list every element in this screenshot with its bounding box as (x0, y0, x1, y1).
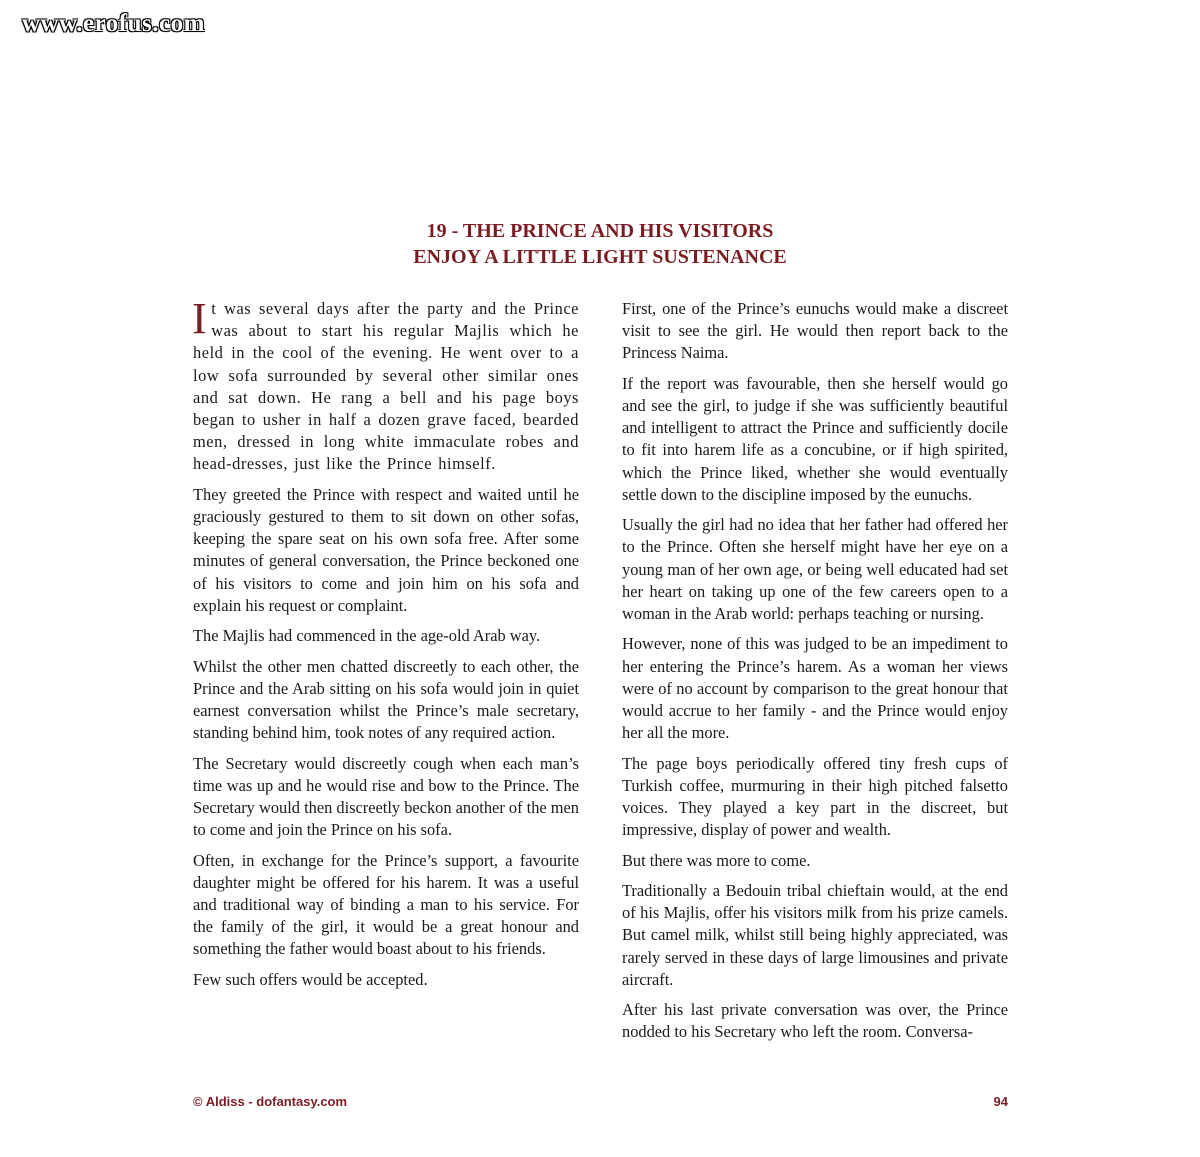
paragraph: First, one of the Prince’s eunuchs would make a discreet visit to see the girl. He would then report back to the Princess Naima. (622, 299, 1008, 363)
right-column (622, 298, 1008, 1052)
paragraph: Whilst the other men chatted discreetly to each other, the Prince and the Arab sitting on his sofa would join in quiet earnest conversation whilst the Prince’s male secretary, standing behind him, took notes of any required action. (193, 656, 579, 743)
paragraph: If the report was favourable, then she herself would go and see the girl, to judge if she was sufficiently beautiful and intelligent to attract the Prince and sufficiently docile to fit into harem life as a concubine, or if high spirited, which the Prince liked, whether she would eventually settle down to the discipline imposed by the eunuchs. (622, 373, 1008, 504)
copyright-notice: © Aldiss - dofantasy.com (193, 1094, 348, 1109)
left-column (192, 294, 579, 999)
paragraph: They greeted the Prince with respect and waited until he graciously gestured to them to sit down on other sofas, keeping the spare seat on his own sofa free. After some minutes of general conversation, the Prince beckoned one of his visitors to come and join him on his sofa and explain his request or complaint. (193, 484, 579, 615)
chapter-title-line-2: ENJOY A LITTLE LIGHT SUSTENANCE (413, 246, 787, 268)
drop-cap: I (192, 294, 208, 343)
paragraph: Few such offers would be accepted. (193, 969, 428, 989)
paragraph: Usually the girl had no idea that her father had offered her to the Prince. Often she herself might have her eye on a young man of her own age, or being well educated had set her heart on taking up one of the few careers open to a woman in the Arab world: perhaps teaching or nursing. (622, 515, 1008, 624)
paragraph: The Secretary would discreetly cough when each man’s time was up and he would rise and bow to the Prince. The Secretary would then discreetly beckon another of the men to come and join the Prince on his sofa. (193, 753, 579, 840)
paragraph: Traditionally a Bedouin tribal chieftain would, at the end of his Majlis, offer his visitors milk from his prize camels. But camel milk, whilst still being highly appreciated, was rarely served in these days of large limousines and private aircraft. (622, 881, 1008, 989)
paragraph: The Majlis had commenced in the age-old Arab way. (193, 626, 541, 646)
watermark: www.erofus.com (22, 10, 205, 37)
paragraph: But there was more to come. (622, 850, 811, 870)
page-number: 94 (993, 1094, 1008, 1109)
chapter-title-line-1: 19 - THE PRINCE AND HIS VISITORS (426, 220, 774, 242)
paragraph: Often, in exchange for the Prince’s support, a favourite daughter might be offered for his harem. It was a useful and traditional way of binding a man to his service. For the family of the girl, it would be a great honour and something the father would boast about to his friends. (193, 850, 579, 959)
paragraph-text: t was several days after the party and the Prince was about to start his regular Majlis which he held in the cool of the evening. He went over to a low sofa surrounded by several other similar ones and sat down. He rang a bell and his page boys began to usher in half a dozen grave faced, bearded men, dressed in long white immaculate robes and head-dresses, just like the Prince himself. (193, 299, 579, 474)
paragraph (192, 294, 579, 476)
paragraph: However, none of this was judged to be an impediment to her entering the Prince’s harem. As a woman her views were of no account by comparison to the great honour that would accrue to her family - and the Prince would enjoy her all the more. (622, 634, 1008, 743)
chapter-title (0, 218, 1200, 270)
paragraph: After his last private conversation was over, the Prince nodded to his Secretary who left the room. Conversa- (622, 1000, 1008, 1042)
paragraph: The page boys periodically offered tiny fresh cups of Turkish coffee, murmuring in their high pitched falsetto voices. They played a key part in the discreet, but impressive, display of power and wealth. (622, 753, 1008, 840)
